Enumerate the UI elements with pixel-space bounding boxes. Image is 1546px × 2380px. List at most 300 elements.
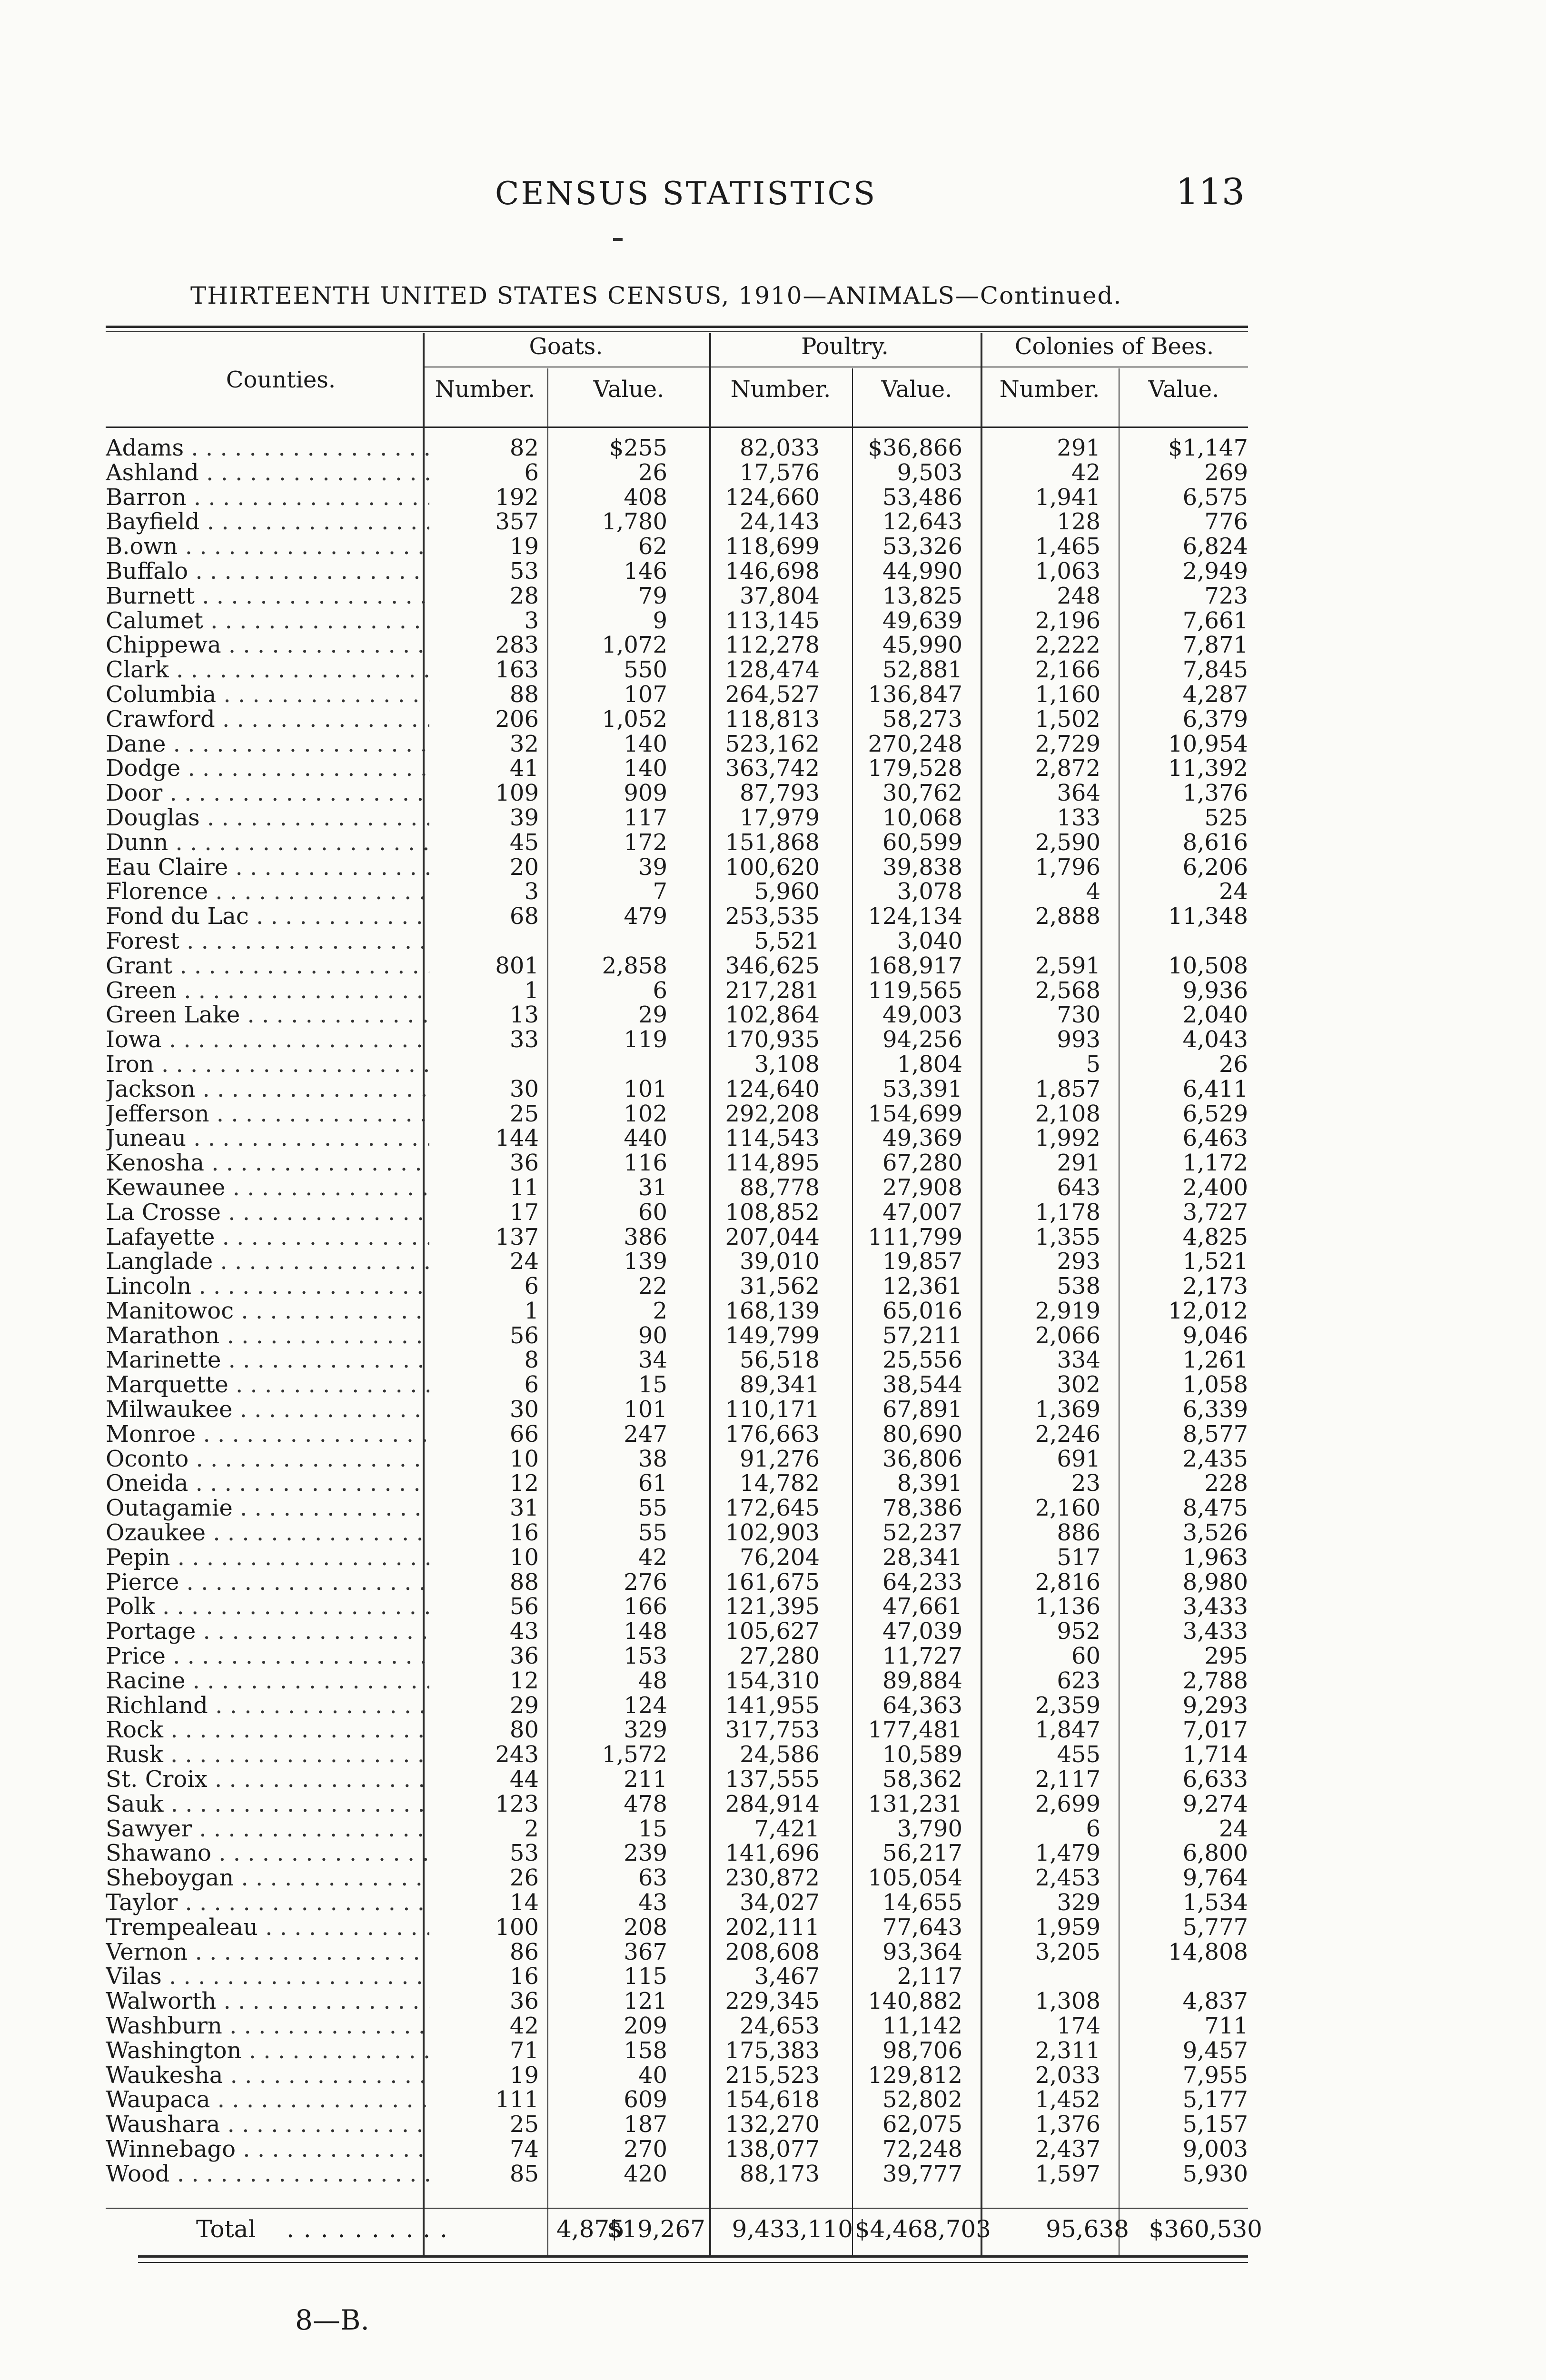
bees-number: 293 (1057, 1248, 1100, 1275)
poultry-number: 108,852 (725, 1199, 820, 1226)
goats-value: 6 (653, 977, 667, 1004)
table-row (106, 1743, 1277, 1767)
bees-value: 1,534 (1182, 1889, 1248, 1916)
page-number: 113 (1176, 170, 1245, 213)
goats-value: 15 (638, 1371, 667, 1398)
poultry-value: 39,777 (882, 2160, 962, 2187)
poultry-value: 28,341 (882, 1544, 962, 1571)
poultry-value: 124,134 (868, 903, 962, 930)
county-name: Kenosha . . . (106, 1151, 429, 1176)
table-row (106, 1940, 1277, 1965)
table-title: THIRTEENTH UNITED STATES CENSUS, 1910—ANIMALS—Continued. (190, 282, 1122, 309)
goats-value: 102 (624, 1100, 667, 1127)
poultry-number: 124,640 (725, 1075, 820, 1102)
table-row (106, 1348, 1277, 1373)
poultry-number: 24,653 (740, 2013, 820, 2039)
table-row (106, 633, 1277, 658)
bees-number: 1,063 (1035, 557, 1100, 585)
bees-value: 6,206 (1182, 853, 1248, 881)
poultry-number: 37,804 (740, 582, 820, 609)
bees-value: 6,824 (1182, 533, 1248, 560)
poultry-value: 25,556 (882, 1347, 962, 1374)
goats-number: 31 (509, 1495, 539, 1522)
goats-value: 34 (638, 1347, 667, 1374)
poultry-value: 67,891 (882, 1396, 962, 1423)
county-name: Door . . . (106, 781, 429, 806)
poultry-value: 36,806 (882, 1445, 962, 1472)
bees-value: 9,764 (1182, 1864, 1248, 1892)
goats-number: 88 (509, 1568, 539, 1596)
table-row (106, 584, 1277, 609)
table-row (106, 1669, 1277, 1694)
poultry-value: 80,690 (882, 1420, 962, 1448)
poultry-number: 172,645 (725, 1495, 820, 1522)
table-row (106, 954, 1277, 979)
county-name: Winnebago . . . (106, 2137, 429, 2162)
goats-value: 101 (624, 1075, 667, 1102)
goats-value: $255 (609, 435, 667, 461)
poultry-value: 168,917 (868, 952, 962, 979)
poultry-number: 170,935 (725, 1026, 820, 1053)
poultry-number: 229,345 (725, 1988, 820, 2015)
goats-value: 609 (624, 2086, 667, 2113)
goats-number: 192 (495, 484, 539, 511)
bees-number: 2,568 (1035, 977, 1100, 1004)
goats-value: 116 (624, 1150, 667, 1177)
table-row (106, 1299, 1277, 1324)
bees-number: 993 (1057, 1026, 1100, 1053)
poultry-number: 3,467 (754, 1963, 820, 1990)
goats-number: 53 (509, 1840, 539, 1867)
goats-value: 139 (624, 1248, 667, 1275)
table-row (106, 1521, 1277, 1546)
county-name: Florence . . . (106, 880, 429, 904)
goats-value: 101 (624, 1396, 667, 1423)
table-row (106, 831, 1277, 855)
bees-number: 1,452 (1035, 2086, 1100, 2113)
county-name: Iowa . . . (106, 1028, 429, 1052)
poultry-number: 100,620 (725, 853, 820, 881)
goats-value: 211 (624, 1766, 667, 1793)
goats-value: 60 (638, 1199, 667, 1226)
county-name: Waupaca . . . (106, 2088, 429, 2112)
total-label: Total (196, 2215, 256, 2243)
bees-number: 174 (1057, 2013, 1100, 2039)
poultry-number: 113,145 (725, 607, 820, 634)
goats-value: 61 (638, 1470, 667, 1497)
bees-number: 291 (1057, 435, 1100, 461)
bees-number: 2,872 (1035, 755, 1100, 782)
bees-number: 302 (1057, 1371, 1100, 1398)
table-row (106, 1792, 1277, 1817)
county-name: Buffalo . . . (106, 559, 429, 584)
goats-number: 6 (524, 1371, 539, 1398)
goats-number: 30 (509, 1396, 539, 1423)
goats-value: 172 (624, 829, 667, 856)
poultry-value: 270,248 (868, 730, 962, 757)
table-row (106, 1373, 1277, 1398)
bees-value: 24 (1219, 878, 1248, 905)
bees-value: 4,837 (1182, 1988, 1248, 2015)
bees-value: 11,392 (1168, 755, 1248, 782)
goats-number: 88 (509, 681, 539, 708)
county-name: Forest . . . (106, 929, 429, 954)
goats-value: 40 (638, 2062, 667, 2089)
bees-header: Colonies of Bees. (1014, 333, 1214, 360)
bees-number: 1,178 (1035, 1199, 1100, 1226)
total-poultry-value: $4,468,703 (854, 2215, 991, 2243)
poultry-value: 177,481 (868, 1716, 962, 1744)
table-row (106, 1225, 1277, 1250)
bees-number: 2,166 (1035, 656, 1100, 684)
bees-value: 2,435 (1182, 1445, 1248, 1472)
bees-value: 2,040 (1182, 1002, 1248, 1029)
goats-value: 15 (638, 1815, 667, 1842)
poultry-number: 128,474 (725, 656, 820, 684)
poultry-value: 49,639 (882, 607, 962, 634)
poultry-value: 111,799 (868, 1223, 962, 1250)
poultry-number: 118,813 (725, 705, 820, 733)
poultry-number-header: Number. (730, 376, 831, 403)
table-row (106, 1989, 1277, 2014)
poultry-number: 56,518 (740, 1347, 820, 1374)
table-row (106, 756, 1277, 781)
table-row (106, 1817, 1277, 1842)
goats-value: 90 (638, 1322, 667, 1349)
poultry-number: 121,395 (725, 1593, 820, 1620)
poultry-value: 89,884 (882, 1667, 962, 1694)
table-row (106, 1274, 1277, 1299)
table-row (106, 904, 1277, 929)
table-row (106, 2063, 1277, 2088)
county-name: Marinette . . . (106, 1348, 429, 1373)
poultry-value: 94,256 (882, 1026, 962, 1053)
poultry-number: 34,027 (740, 1889, 820, 1916)
goats-value: 2,858 (602, 952, 667, 979)
bees-number: 1,847 (1035, 1716, 1100, 1744)
poultry-value: 49,003 (882, 1002, 962, 1029)
bees-value: 6,575 (1182, 484, 1248, 511)
table-row (106, 1767, 1277, 1792)
bees-value: 2,788 (1182, 1667, 1248, 1694)
bees-number: 886 (1057, 1519, 1100, 1547)
poultry-number: 202,111 (725, 1914, 820, 1941)
goats-number: 10 (509, 1445, 539, 1472)
poultry-value: 47,039 (882, 1618, 962, 1645)
goats-value: 479 (624, 903, 667, 930)
poultry-value: 11,727 (882, 1643, 962, 1670)
header-bottom-rule (106, 426, 1248, 428)
poultry-number: 118,699 (725, 533, 820, 560)
bees-value: 7,845 (1182, 656, 1248, 684)
bees-number: 291 (1057, 1150, 1100, 1177)
poultry-number: 88,778 (740, 1174, 820, 1201)
table-row (106, 1028, 1277, 1052)
goats-number: 357 (495, 508, 539, 536)
table-row (106, 1176, 1277, 1200)
bees-value: 1,172 (1182, 1150, 1248, 1177)
poultry-value: 78,386 (882, 1495, 962, 1522)
poultry-value: 39,838 (882, 853, 962, 881)
poultry-value: 105,054 (868, 1864, 962, 1892)
bees-value: 1,058 (1182, 1371, 1248, 1398)
bees-number: 1,308 (1035, 1988, 1100, 2015)
bees-number: 329 (1057, 1889, 1100, 1916)
bees-value: 4,043 (1182, 1026, 1248, 1053)
poultry-value: 10,589 (882, 1741, 962, 1768)
poultry-number: 91,276 (740, 1445, 820, 1472)
county-name: Ashland . . . (106, 461, 429, 486)
bees-number: 1,796 (1035, 853, 1100, 881)
goats-value: 270 (624, 2135, 667, 2162)
bees-number: 2,196 (1035, 607, 1100, 634)
bees-number: 2,246 (1035, 1420, 1100, 1448)
poultry-value: $36,866 (868, 435, 962, 461)
goats-number: 16 (509, 1963, 539, 1990)
county-name: Racine . . . (106, 1669, 429, 1694)
goats-value: 63 (638, 1864, 667, 1892)
goats-value: 166 (624, 1593, 667, 1620)
bees-value: 6,339 (1182, 1396, 1248, 1423)
poultry-value: 58,273 (882, 705, 962, 733)
table-row (106, 510, 1277, 535)
county-name: Vilas . . . (106, 1964, 429, 1989)
goats-number: 25 (509, 1100, 539, 1127)
table-row (106, 929, 1277, 954)
poultry-number: 141,696 (725, 1840, 820, 1867)
county-name: Marquette . . . (106, 1373, 429, 1398)
total-top-rule (106, 2208, 1248, 2209)
poultry-number: 5,960 (754, 878, 820, 905)
poultry-number: 110,171 (725, 1396, 820, 1423)
bees-value: 711 (1204, 2013, 1248, 2039)
bees-number: 643 (1057, 1174, 1100, 1201)
table-row (106, 1595, 1277, 1619)
goats-value: 26 (638, 459, 667, 486)
bees-value: 9,046 (1182, 1322, 1248, 1349)
poultry-number: 363,742 (725, 755, 820, 782)
poultry-value: 9,503 (897, 459, 962, 486)
goats-value: 38 (638, 1445, 667, 1472)
poultry-number: 292,208 (725, 1100, 820, 1127)
table-row (106, 2112, 1277, 2137)
bees-value: 3,727 (1182, 1199, 1248, 1226)
goats-value: 208 (624, 1914, 667, 1941)
bees-value: 2,400 (1182, 1174, 1248, 1201)
table-row (106, 707, 1277, 732)
poultry-value: 47,661 (882, 1593, 962, 1620)
goats-number: 6 (524, 1273, 539, 1300)
goats-number: 42 (509, 2013, 539, 2039)
bees-number: 952 (1057, 1618, 1100, 1645)
goats-value: 148 (624, 1618, 667, 1645)
bees-value: 24 (1219, 1815, 1248, 1842)
poultry-value: 131,231 (868, 1790, 962, 1817)
table-row (106, 1324, 1277, 1349)
county-name: Jefferson . . . (106, 1102, 429, 1127)
bees-number: 1,502 (1035, 705, 1100, 733)
table-row (106, 1915, 1277, 1940)
bees-number: 42 (1071, 459, 1100, 486)
county-name: Dodge . . . (106, 756, 429, 781)
bees-number: 2,888 (1035, 903, 1100, 930)
bees-value: 8,980 (1182, 1568, 1248, 1596)
county-name: Outagamie . . . (106, 1496, 429, 1521)
goats-value: 440 (624, 1125, 667, 1152)
poultry-value: 136,847 (868, 681, 962, 708)
goats-number: 11 (509, 1174, 539, 1201)
goats-value: 22 (638, 1273, 667, 1300)
goats-value: 55 (638, 1519, 667, 1547)
poultry-number: 141,955 (725, 1692, 820, 1719)
poultry-value: 98,706 (882, 2037, 962, 2064)
goats-number: 283 (495, 632, 539, 659)
goats-value: 420 (624, 2160, 667, 2187)
bees-value: 9,293 (1182, 1692, 1248, 1719)
county-name: Green . . . (106, 979, 429, 1003)
poultry-number: 230,872 (725, 1864, 820, 1892)
poultry-value: 62,075 (882, 2111, 962, 2138)
poultry-value: 3,790 (897, 1815, 962, 1842)
goats-value-header: Value. (593, 376, 664, 403)
poultry-number: 208,608 (725, 1938, 820, 1965)
bees-value: 9,003 (1182, 2135, 1248, 2162)
poultry-number: 523,162 (725, 730, 820, 757)
goats-value: 367 (624, 1938, 667, 1965)
bees-value: 6,379 (1182, 705, 1248, 733)
total-goats-value: $19,267 (607, 2215, 705, 2243)
bees-number: 623 (1057, 1667, 1100, 1694)
bees-value: 3,526 (1182, 1519, 1248, 1547)
goats-number: 26 (509, 1864, 539, 1892)
goats-value: 48 (638, 1667, 667, 1694)
goats-number: 1 (524, 977, 539, 1004)
goats-number: 85 (509, 2160, 539, 2187)
table-row (106, 806, 1277, 831)
poultry-number: 264,527 (725, 681, 820, 708)
poultry-value: 1,804 (897, 1051, 962, 1078)
poultry-number: 31,562 (740, 1273, 820, 1300)
bees-value: 6,800 (1182, 1840, 1248, 1867)
poultry-number: 105,627 (725, 1618, 820, 1645)
bees-value: 1,963 (1182, 1544, 1248, 1571)
poultry-value: 72,248 (882, 2135, 962, 2162)
bees-value: 5,930 (1182, 2160, 1248, 2187)
bees-value: 776 (1204, 508, 1248, 536)
county-name: Sauk . . . (106, 1792, 429, 1817)
poultry-number: 138,077 (725, 2135, 820, 2162)
bees-number: 1,160 (1035, 681, 1100, 708)
poultry-number: 149,799 (725, 1322, 820, 1349)
poultry-number: 114,895 (725, 1150, 820, 1177)
poultry-value: 67,280 (882, 1150, 962, 1177)
county-name: Pepin . . . (106, 1546, 429, 1570)
goats-number: 243 (495, 1741, 539, 1768)
poultry-value: 52,802 (882, 2086, 962, 2113)
poultry-number: 88,173 (740, 2160, 820, 2187)
county-name: Dunn . . . (106, 831, 429, 855)
total-goats-number: 4,875 (556, 2215, 624, 2243)
goats-value: 153 (624, 1643, 667, 1670)
signature-mark: 8—B. (295, 2304, 369, 2336)
poultry-value: 13,825 (882, 582, 962, 609)
bees-number: 128 (1057, 508, 1100, 536)
goats-number: 20 (509, 853, 539, 881)
bees-value: 26 (1219, 1051, 1248, 1078)
bees-number: 2,699 (1035, 1790, 1100, 1817)
bees-value: 7,871 (1182, 632, 1248, 659)
poultry-number: 24,143 (740, 508, 820, 536)
goats-value: 478 (624, 1790, 667, 1817)
poultry-number: 112,278 (725, 632, 820, 659)
poultry-number: 89,341 (740, 1371, 820, 1398)
goats-number: 14 (509, 1889, 539, 1916)
poultry-number: 168,139 (725, 1297, 820, 1324)
table-row (106, 1891, 1277, 1915)
goats-number: 36 (509, 1150, 539, 1177)
goats-number: 29 (509, 1692, 539, 1719)
poultry-value: 56,217 (882, 1840, 962, 1867)
bees-value: 2,949 (1182, 557, 1248, 585)
county-name: Shawano . . . (106, 1841, 429, 1866)
poultry-number: 82,033 (740, 435, 820, 461)
county-name: B.own . . . (106, 535, 429, 559)
table-row (106, 1471, 1277, 1496)
goats-number: 36 (509, 1643, 539, 1670)
goats-number: 8 (524, 1347, 539, 1374)
poultry-value: 53,486 (882, 484, 962, 511)
bees-value: 3,433 (1182, 1593, 1248, 1620)
county-name: Lafayette . . . (106, 1225, 429, 1250)
table-row (106, 855, 1277, 880)
poultry-value: 30,762 (882, 780, 962, 807)
poultry-number: 17,576 (740, 459, 820, 486)
goats-number: 86 (509, 1938, 539, 1965)
county-name: Barron . . . (106, 486, 429, 510)
poultry-number: 154,618 (725, 2086, 820, 2113)
bees-number: 1,355 (1035, 1223, 1100, 1250)
goats-number: 28 (509, 582, 539, 609)
bees-value: 9,274 (1182, 1790, 1248, 1817)
bees-value: 3,433 (1182, 1618, 1248, 1645)
poultry-value: 11,142 (882, 2013, 962, 2039)
county-name: Wood . . . (106, 2162, 429, 2187)
poultry-value: 119,565 (868, 977, 962, 1004)
county-name: Fond du Lac . . . (106, 904, 429, 929)
poultry-number: 76,204 (740, 1544, 820, 1571)
running-title: CENSUS STATISTICS (495, 175, 877, 212)
bees-number: 455 (1057, 1741, 1100, 1768)
bees-number-header: Number. (999, 376, 1100, 403)
goats-number: 111 (495, 2086, 539, 2113)
poultry-value: 45,990 (882, 632, 962, 659)
goats-number: 30 (509, 1075, 539, 1102)
bees-value: 11,348 (1168, 903, 1248, 930)
goats-value: 117 (624, 804, 667, 831)
bees-value: 10,508 (1168, 952, 1248, 979)
poultry-number: 27,280 (740, 1643, 820, 1670)
poultry-value: 47,007 (882, 1199, 962, 1226)
goats-value: 39 (638, 853, 667, 881)
goats-value: 42 (638, 1544, 667, 1571)
county-name: Sheboygan . . . (106, 1866, 429, 1891)
county-name: Kewaunee . . . (106, 1176, 429, 1200)
bees-value: 7,017 (1182, 1716, 1248, 1744)
goats-number: 12 (509, 1470, 539, 1497)
bees-number: 2,108 (1035, 1100, 1100, 1127)
goats-value: 329 (624, 1716, 667, 1744)
poultry-number: 87,793 (740, 780, 820, 807)
